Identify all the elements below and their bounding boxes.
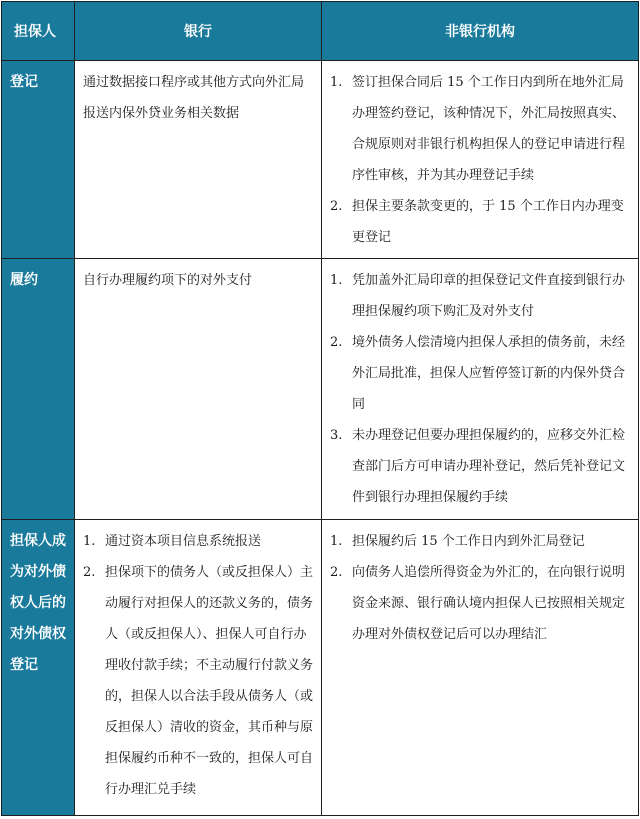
- list-item: [330, 265, 630, 327]
- item-number: 1.: [330, 75, 343, 90]
- row-label-creditor-registration: 担保人成为对外债权人后的对外债权登记: [2, 520, 75, 816]
- bank-cell-creditor-registration: [75, 520, 322, 816]
- item-number: 1.: [330, 534, 343, 549]
- nonbank-cell-performance: [322, 259, 639, 520]
- item-text: 未办理登记但要办理担保履约的，应移交外汇检查部门后方可申请办理补登记，然后凭补登记文件到银行办理担保履约手续: [352, 428, 626, 505]
- list-item: [83, 526, 313, 557]
- nonbank-cell-creditor-registration: [322, 520, 639, 816]
- row-label-performance: 履约: [2, 259, 75, 520]
- item-text: 通过资本项目信息系统报送: [105, 534, 262, 549]
- table-row-registration: [2, 61, 639, 259]
- item-number: 1.: [330, 273, 343, 288]
- item-text: 担保履约后 15 个工作日内到外汇局登记: [352, 534, 585, 549]
- bank-cell-registration: [75, 61, 322, 259]
- row-label-registration: 登记: [2, 61, 75, 259]
- item-text: 向债务人追偿所得资金为外汇的，在向银行说明资金来源、银行确认境内担保人已按照相关规定办理对外债权登记后可以办理结汇: [352, 565, 626, 642]
- list-item: [83, 557, 313, 805]
- guarantee-comparison-table: [1, 1, 639, 816]
- bank-text-registration: 通过数据接口程序或其他方式向外汇局报送内保外贷业务相关数据: [83, 75, 305, 121]
- item-number: 2.: [330, 565, 343, 580]
- header-nonbank: 非银行机构: [322, 2, 639, 61]
- item-number: 2.: [83, 565, 96, 580]
- item-text: 签订担保合同后 15 个工作日内到所在地外汇局办理签约登记，该种情况下，外汇局按照真实、合规原则对非银行机构担保人的登记申请进行程序性审核，并为其办理登记手续: [352, 75, 626, 183]
- table-row-creditor-registration: [2, 520, 639, 816]
- header-bank: 银行: [75, 2, 322, 61]
- list-item: [330, 67, 630, 191]
- list-item: [330, 420, 630, 513]
- list-item: [330, 526, 630, 557]
- bank-text-performance: 自行办理履约项下的对外支付: [83, 273, 253, 288]
- list-item: [330, 327, 630, 420]
- nonbank-cell-registration: [322, 61, 639, 259]
- item-number: 3.: [330, 428, 343, 443]
- item-text: 担保主要条款变更的，于 15 个工作日内办理变更登记: [352, 199, 624, 245]
- item-number: 2.: [330, 335, 343, 350]
- header-row: [2, 2, 639, 61]
- item-text: 境外债务人偿清境内担保人承担的债务前，未经外汇局批准，担保人应暂停签订新的内保外贷合同: [352, 335, 626, 412]
- item-text: 凭加盖外汇局印章的担保登记文件直接到银行办理担保履约项下购汇及对外支付: [352, 273, 626, 319]
- table-row-performance: [2, 259, 639, 520]
- item-text: 担保项下的债务人（或反担保人）主动履行对担保人的还款义务的，债务人（或反担保人）、担保人可自行办理收付款手续；不主动履行付款义务的，担保人以合法手段从债务人（或反担保人）清收的资金，其币种与原担保履约币种不一致的，担保人可自行办理汇兑手续: [105, 565, 314, 797]
- item-number: 2.: [330, 199, 343, 214]
- list-item: [330, 557, 630, 650]
- header-guarantor: 担保人: [2, 2, 75, 61]
- list-item: [330, 191, 630, 253]
- item-number: 1.: [83, 534, 96, 549]
- bank-cell-performance: [75, 259, 322, 520]
